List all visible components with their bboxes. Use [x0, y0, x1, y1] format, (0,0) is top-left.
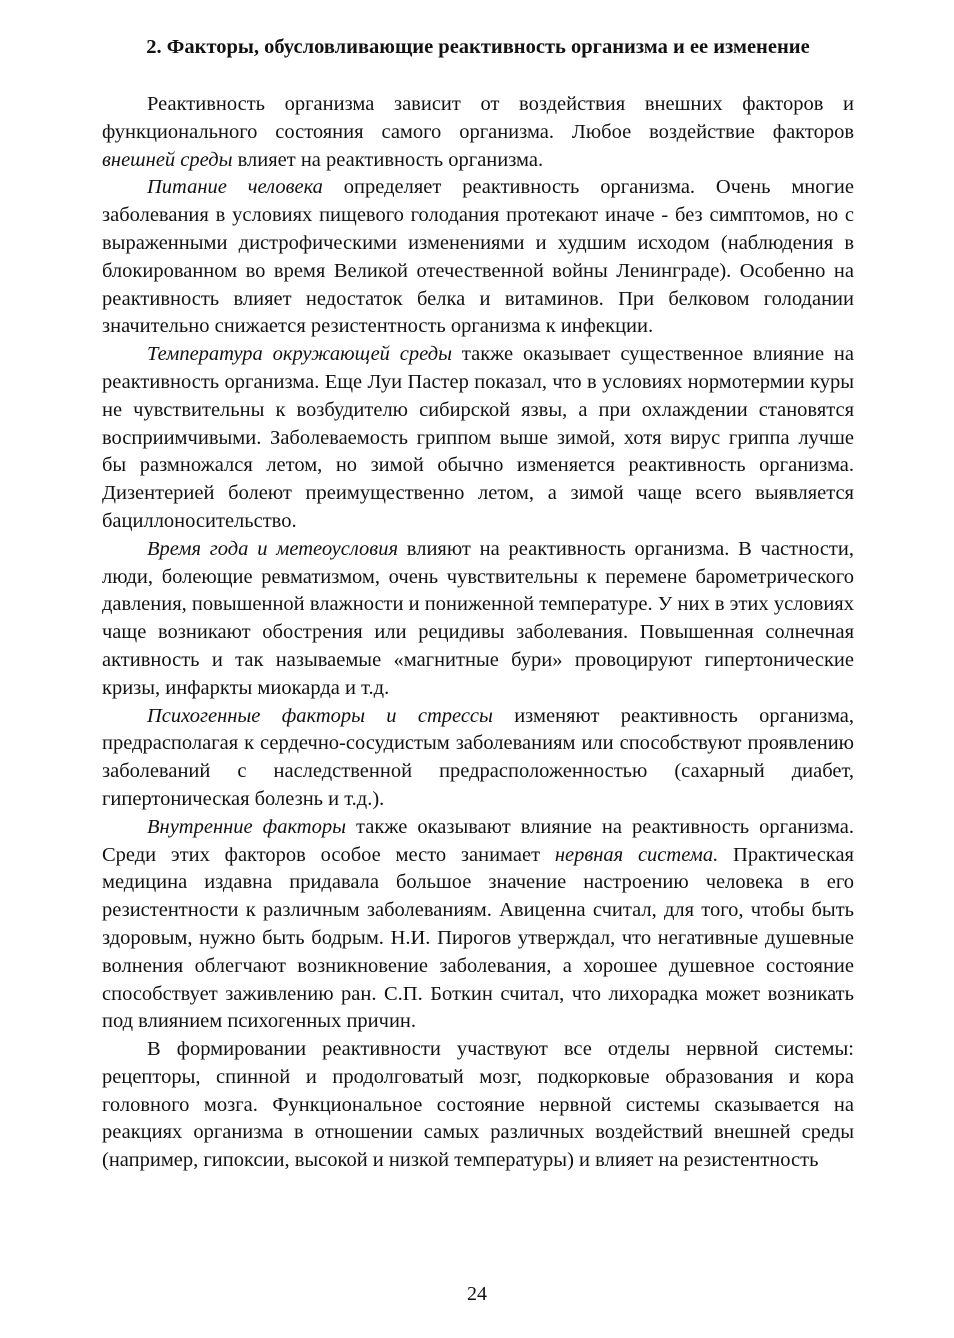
paragraph-text: также оказывает существенное влияние на реактивность организма. Еще Луи Пастер показал, что в условиях нормотермии куры не чувствительны к возбудителю сибирской язвы, а при охлаждении становятся восприимчивыми. Заболеваемость гриппом выше зимой, хотя вирус гриппа лучше бы размножался летом, но зимой обычно изменяется реактивность организма. Дизентерией болеют преимущественно летом, а зимой чаще всего выявляется бациллоносительство. [102, 343, 854, 532]
italic-term: Психогенные факторы и стрессы [147, 704, 493, 727]
paragraph-text: Реактивность организма зависит от воздействия внешних факторов и функционального состояния самого организма. Любое воздействие факторов [102, 93, 854, 143]
page-number: 24 [467, 1283, 487, 1305]
paragraph-text: определяет реактивность организма. Очень многие заболевания в условиях пищевого голодания протекают иначе - без симптомов, но с выраженными дистрофическими изменениями и худшим исходом (наблюдения в блокированном во время Великой отечественной войны Ленинграде). Особенно на реактивность влияет недостаток белка и витаминов. При белковом голодании значительно снижается резистентность организма к инфекции. [102, 176, 855, 338]
paragraph-text: Практическая медицина издавна придавала большое значение настроению человека в его резистентности к различным заболеваниям. Авиценна считал, для того, чтобы быть здоровым, нужно быть бодрым. Н.И. Пирогов утверждал, что негативные душевные волнения облегчают возникновение заболевания, а хорошее душевное состояние способствует заживлению ран. С.П. Боткин считал, что лихорадка может возникать под влиянием психогенных причин. [102, 843, 854, 1033]
paragraph [102, 341, 854, 536]
paragraph-text: изменяют реактивность организма, предрасполагая к сердечно-сосудистым заболеваниям или способствуют проявлению заболеваний с наследственной предрасположенностью (сахарный диабет, гипертоническая болезнь и т.д.). [102, 704, 854, 810]
paragraph-text: также оказывают влияние на реактивность организма. Среди этих факторов особое место занимает [102, 815, 854, 866]
italic-term: Внутренние факторы [147, 815, 346, 838]
paragraph [102, 814, 854, 1036]
body-text [102, 91, 854, 1175]
italic-term: внешней среды [102, 148, 233, 171]
paragraph [102, 703, 854, 814]
italic-term: Температура окружающей среды [147, 343, 453, 366]
italic-term: нервная система. [554, 843, 719, 866]
italic-term: Время года и метеоусловия [147, 537, 398, 560]
paragraph [102, 1036, 854, 1175]
section-title: 2. Факторы, обусловливающие реактивность организма и ее изменение [146, 36, 810, 58]
document-page [102, 34, 854, 1175]
paragraph-text: В формировании реактивности участвуют все отделы нервной системы: рецепторы, спинной и продолговатый мозг, подкорковые образования и кора головного мозга. Функциональное состояние нервной системы сказывается на реакциях организма в отношении самых различных воздействий внешней среды (например, гипоксии, высокой и низкой температуры) и влияет на резистентность [102, 1038, 854, 1172]
paragraph [102, 174, 854, 341]
paragraph [102, 536, 854, 703]
paragraph-text: влияют на реактивность организма. В частности, люди, болеющие ревматизмом, очень чувствительны к перемене барометрического давления, повышенной влажности и пониженной температуре. У них в этих условиях чаще возникают обострения или рецидивы заболевания. Повышенная солнечная активность и так называемые «магнитные бури» провоцируют гипертонические кризы, инфаркты миокарда и т.д. [102, 537, 854, 699]
paragraph-text: влияет на реактивность организма. [232, 148, 544, 171]
paragraph [102, 91, 854, 174]
italic-term: Питание человека [147, 176, 323, 199]
